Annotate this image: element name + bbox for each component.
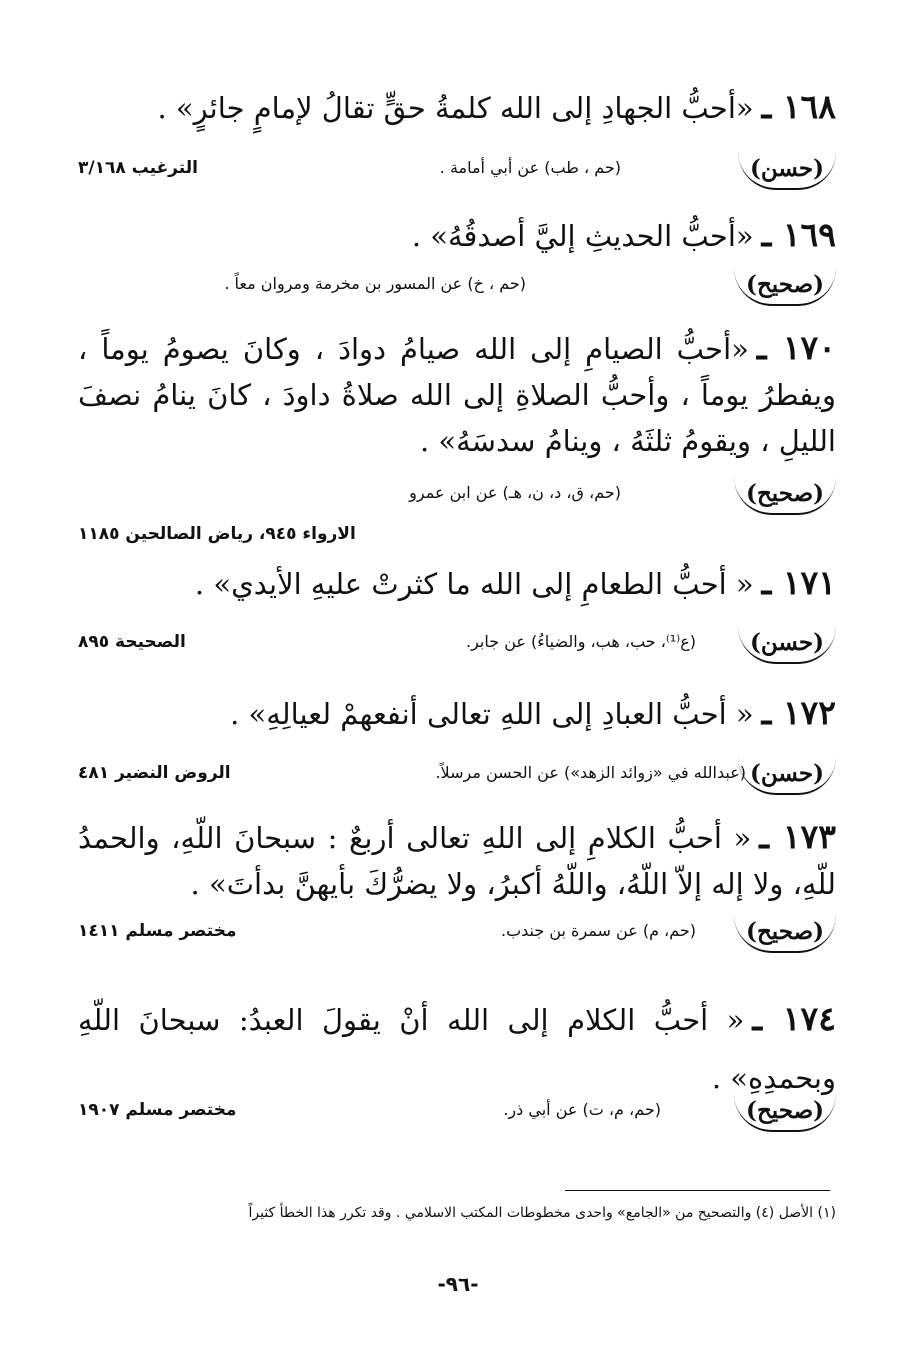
source-row: [78, 268, 836, 310]
source-citation: (ع⁽¹⁾، حب، هب، والضياءُ) عن جابر.: [466, 632, 696, 651]
grade-badge: ( صحيح ): [734, 915, 836, 953]
hadith-text: «أحبُّ الحديثِ إليَّ أصدقُهُ» .: [411, 219, 754, 253]
page-number: -٩٦-: [437, 1272, 479, 1296]
hadith-number: ١٧١ ـ: [761, 563, 836, 602]
hadith-number: ١٧٤ ـ: [752, 999, 836, 1038]
hadith-entry: [78, 325, 836, 464]
hadith-entry: [78, 990, 836, 1107]
hadith-number: ١٧٠ ـ: [756, 328, 836, 367]
reference: الارواء ٩٤٥، رياض الصالحين ١١٨٥: [78, 524, 356, 544]
hadith-number: ١٧٢ ـ: [761, 693, 836, 732]
reference: الصحيحة ٨٩٥: [78, 632, 186, 652]
source-row: [78, 152, 836, 194]
footnote: (١) الأصل (٤) والتصحيح من «الجامع» واحدى مخطوطات المكتب الاسلامي . وقد تكرر هذا الخطأ كثيراً: [248, 1205, 836, 1221]
hadith-number: ١٧٣ ـ: [759, 817, 836, 856]
footnote-divider: [565, 1190, 830, 1191]
hadith-entry: [78, 212, 836, 259]
hadith-text: « أحبُّ الكلام إلى الله أنْ يقولَ العبدُ: سبحانَ اللّهِ وبحمدِهِ» .: [78, 1003, 836, 1095]
grade-badge: ( صحيح ): [734, 477, 836, 515]
source-citation: (حم ، خ) عن المسور بن مخرمة ومروان معاً .: [224, 274, 526, 293]
hadith-number: ١٦٩ ـ: [761, 215, 836, 254]
reference: مختصر مسلم ١٤١١: [78, 921, 237, 941]
source-citation: (حم ، طب) عن أبي أمامة .: [439, 158, 621, 177]
reference: الروض النضير ٤٨١: [78, 763, 231, 783]
source-row: [78, 915, 836, 957]
grade-badge: ( حسن ): [738, 626, 836, 664]
hadith-entry: [78, 560, 836, 607]
source-citation: (حم، م، ت) عن أبي ذر.: [503, 1100, 661, 1119]
grade-badge: ( صحيح ): [734, 1094, 836, 1132]
grade-badge: ( صحيح ): [734, 268, 836, 306]
source-row: [78, 1094, 836, 1136]
source-row: [78, 477, 836, 519]
hadith-entry: [78, 690, 836, 737]
hadith-text: « أحبُّ الكلامِ إلى اللهِ تعالى أربعٌ : سبحانَ اللّهِ، والحمدُ للّهِ، ولا إله إلاّ اللّهُ، واللّهُ أكبرُ، ولا يضرُّكَ بأيهنَّ بدأتَ» .: [78, 821, 836, 901]
hadith-text: «أحبُّ الجهادِ إلى الله كلمةُ حقٍّ تقالُ لإمامٍ جائرٍ» .: [157, 91, 754, 125]
source-citation: (حم، م) عن سمرة بن جندب.: [500, 921, 696, 940]
hadith-text: «أحبُّ الصيامِ إلى الله صيامُ دوادَ ، وكانَ يصومُ يوماً ، ويفطرُ يوماً ، وأحبُّ الصلاةِ إلى الله صلاةُ داودَ ، كانَ ينامُ نصفَ الليلِ ، ويقومُ ثلثَهُ ، وينامُ سدسَهُ» .: [78, 332, 836, 458]
hadith-entry: [78, 814, 836, 907]
grade-badge: ( حسن ): [738, 757, 836, 795]
source-row: [78, 757, 836, 799]
grade-badge: ( حسن ): [738, 152, 836, 190]
source-citation: (عبدالله في «زوائد الزهد») عن الحسن مرسلاً.: [435, 763, 746, 782]
hadith-text: « أحبُّ الطعامِ إلى الله ما كثرتْ عليهِ الأيدي» .: [194, 567, 754, 601]
source-citation: (حم، ق، د، ن، هـ) عن ابن عمرو: [409, 483, 621, 502]
hadith-entry: [78, 84, 836, 131]
hadith-number: ١٦٨ ـ: [761, 87, 836, 126]
source-row: [78, 626, 836, 668]
reference: الترغيب ٣/١٦٨: [78, 158, 198, 178]
reference: مختصر مسلم ١٩٠٧: [78, 1100, 237, 1120]
reference-row: [78, 518, 836, 560]
hadith-text: « أحبُّ العبادِ إلى اللهِ تعالى أنفعهمْ لعيالِهِ» .: [230, 697, 754, 731]
